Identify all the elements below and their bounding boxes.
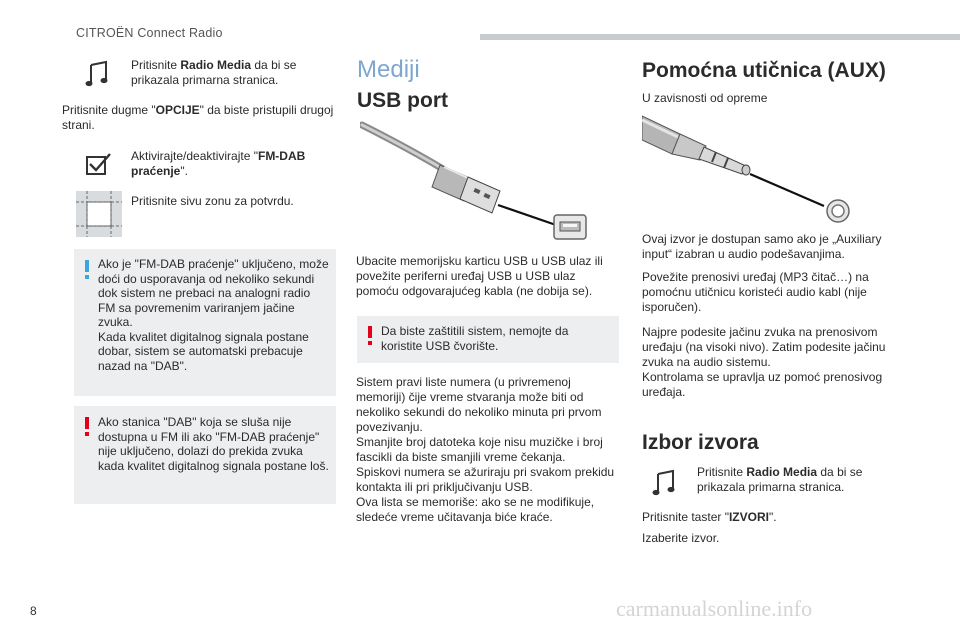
checkbox-icon xyxy=(85,151,113,177)
header-bar xyxy=(480,34,960,40)
title-aux: Pomoćna utičnica (AUX) xyxy=(642,59,886,82)
grey-zone-icon xyxy=(76,191,122,237)
col1-step3: Pritisnite sivu zonu za potvrdu. xyxy=(131,194,294,208)
section-title-mediji: Mediji xyxy=(357,56,420,83)
info-bar-icon xyxy=(85,260,89,272)
music-note-icon xyxy=(85,60,111,88)
usb-warning-box xyxy=(357,316,619,363)
aux-para4: Najpre podesite jačinu zvuka na prenosivom uređaju (na visoki nivo). Zatim podesite jačinu zvuka na audio sistemu. Kontrolama se upravlja uz pomoć prenosivog uređaja. xyxy=(642,325,886,399)
watermark: carmanualsonline.info xyxy=(616,596,813,621)
warning-bar-icon xyxy=(85,417,89,429)
col1-step2: Aktivirajte/deaktivirajte "FM-DAB praćenje". xyxy=(131,149,306,178)
usb-warning-bar-icon xyxy=(368,326,372,338)
title-izbor-izvora: Izbor izvora xyxy=(642,431,759,454)
music-note-icon-2 xyxy=(652,469,678,497)
warning-dot-icon xyxy=(85,432,89,436)
info-text: Ako je "FM-DAB praćenje" uključeno, može doći do usporavanja od nekoliko sekundi dok sistem ne prebaci na analogni radio FM sa povremenim variranjem jačine zvuka. Kada kvalitet digitalnog signala postane dobar, sistem se automatski prebacuje nazad na "DAB". xyxy=(98,257,329,373)
col1-step1: Pritisnite Radio Media da bi se prikazala primarna stranica. xyxy=(131,58,297,87)
col3-para6: Izaberite izvor. xyxy=(642,531,720,545)
aux-jack-illustration xyxy=(642,110,862,225)
info-dot-icon xyxy=(85,275,89,279)
col1-para1: Pritisnite dugme "OPCIJE" da biste pristupili drugoj strani. xyxy=(62,103,334,132)
usb-para2: Sistem pravi liste numera (u privremenoj memoriji) čije vreme stvaranja može biti od nekoliko sekundi do nekoliko minuta pri prvom povezivanju. Smanjite broj datoteka koje nisu muzičke i broj fascikli da biste smanjili vreme čekanja. Spiskovi numera se ažuriraju pri svakom prekidu kontakta ili pri priključivanju USB. Ova lista se memoriše: ako se ne modifikuje, sledeće vreme učitavanja biće kraće. xyxy=(356,375,615,524)
warning-text: Ako stanica "DAB" koja se sluša nije dostupna u FM ili ako "FM-DAB praćenje" nije uključeno, dolazi do prekida zvuka kada kvalitet digitalnog signala postane loš. xyxy=(98,415,329,473)
col3-step1: Pritisnite Radio Media da bi se prikazala primarna stranica. xyxy=(697,465,863,494)
usb-plug-illustration xyxy=(360,117,595,247)
aux-para1: U zavisnosti od opreme xyxy=(642,91,768,105)
col3-para5: Pritisnite taster "IZVORI". xyxy=(642,510,777,524)
subtitle-usb-port: USB port xyxy=(357,89,448,112)
usb-para1: Ubacite memorijsku karticu USB u USB ulaz ili povežite periferni uređaj USB u USB ulaz pomoću odgovarajućeg kabla (ne dobija se). xyxy=(356,254,603,298)
aux-para2: Ovaj izvor je dostupan samo ako je „Auxiliary input“ izabran u audio podešavanjima. xyxy=(642,232,882,261)
aux-para3: Povežite prenosivi uređaj (MP3 čitač…) na pomoćnu utičnicu koristeći audio kabl (nije isporučen). xyxy=(642,270,869,314)
page-number: 8 xyxy=(30,604,37,618)
usb-warning-text: Da biste zaštitili sistem, nemojte da koristite USB čvorište. xyxy=(381,324,569,353)
header-title: CITROËN Connect Radio xyxy=(76,26,223,40)
info-box xyxy=(74,249,336,396)
usb-warning-dot-icon xyxy=(368,341,372,345)
warning-box xyxy=(74,406,336,504)
